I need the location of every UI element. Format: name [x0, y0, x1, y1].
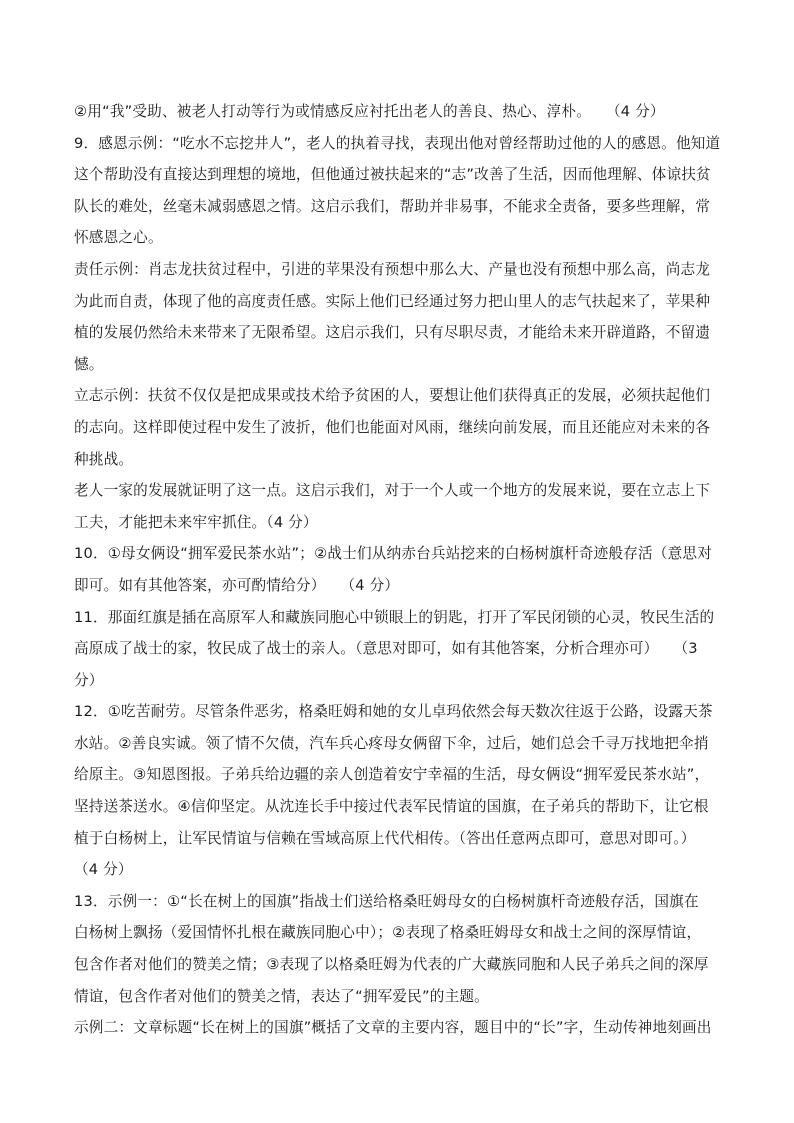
text-line: 憾。: [74, 355, 104, 373]
text-line: 即可。如有其他答案，亦可酌情给分） （4 分）: [74, 576, 400, 594]
text-line: 分）: [74, 671, 104, 689]
text-line: 高原成了战士的家，牧民成了战士的亲人。（意思对即可，如有其他答案，分析合理亦可） （3: [74, 640, 698, 658]
text-line: 这个帮助没有直接达到理想的境地，但他通过被扶起来的“志”改善了生活，因而他理解、体谅扶贫: [74, 166, 711, 184]
text-line: 水站。②善良实诚。领了情不欠债，汽车兵心疼母女俩留下伞，过后，她们总会千寻万找地把伞捎: [74, 734, 709, 752]
text-line: 立志示例：扶贫不仅仅是把成果或技术给予贫困的人，要想让他们获得真正的发展，必须扶起他们: [74, 387, 711, 405]
text-line: 植于白杨树上，让军民情谊与信赖在雪域高原上代代相传。（答出任意两点即可，意思对即可。）: [74, 829, 696, 847]
text-line: 老人一家的发展就证明了这一点。这启示我们，对于一个人或一个地方的发展来说，要在立志上下: [74, 482, 711, 500]
text-line: 种挑战。: [74, 450, 134, 468]
text-line: （4 分）: [74, 861, 133, 879]
text-line: 白杨树上飘扬（爱国情怀扎根在藏族同胞心中）；②表现了格桑旺姆母女和战士之间的深厚情谊，: [74, 924, 702, 942]
text-line: 植的发展仍然给未来带来了无限希望。这启示我们，只有尽职尽责，才能给未来开辟道路，不留遗: [74, 324, 711, 342]
text-line: 给原主。③知恩图报。子弟兵给边疆的亲人创造着安宁幸福的生活，母女俩设“拥军爱民茶水站”，: [74, 766, 710, 784]
text-line: 示例二：文章标题“长在树上的国旗”概括了文章的主要内容，题目中的“长”字，生动传神地刻画出: [74, 1019, 712, 1037]
text-line: 怀感恩之心。: [74, 229, 163, 247]
text-line: 11．那面红旗是插在高原军人和藏族同胞心中锁眼上的钥匙，打开了军民闭锁的心灵，牧民生活的: [74, 608, 715, 626]
text-line: 13．示例一：①“长在树上的国旗”指战士们送给格桑旺姆母女的白杨树旗杆奇迹般存活，国旗在: [74, 892, 699, 910]
text-line: 情谊，包含作者对他们的赞美之情，表达了“拥军爱民”的主题。: [74, 987, 489, 1005]
text-line: 坚持送茶送水。④信仰坚定。从沈连长手中接过代表军民情谊的国旗，在子弟兵的帮助下，让它根: [74, 798, 709, 816]
text-line: 9．感恩示例：“吃水不忘挖井人”，老人的执着寻找，表现出他对曾经帮助过他的人的感恩。他知道: [74, 134, 721, 152]
text-line: 责任示例：肖志龙扶贫过程中，引进的苹果没有预想中那么大、产量也没有预想中那么高，尚志龙: [74, 260, 711, 278]
text-line: 工夫，才能把未来牢牢抓住。（4 分）: [74, 513, 318, 531]
text-line: 10．①母女俩设“拥军爱民茶水站”；②战士们从纳赤台兵站挖来的白杨树旗杆奇迹般存活（意思对: [74, 545, 713, 563]
text-line: 包含作者对他们的赞美之情；③表现了以格桑旺姆为代表的广大藏族同胞和人民子弟兵之间的深厚: [74, 956, 709, 974]
text-line: 的志向。这样即使过程中发生了波折，他们也能面对风雨，继续向前发展，而且还能应对未来的各: [74, 418, 711, 436]
text-line: ②用“我”受助、被老人打动等行为或情感反应衬托出老人的善良、热心、淳朴。 （4 分）: [74, 103, 665, 120]
text-line: 12．①吃苦耐劳。尽管条件恶劣，格桑旺姆和她的女儿卓玛依然会每天数次往返于公路，设露天茶: [74, 703, 713, 721]
text-line: 队长的难处，丝毫未减弱感恩之情。这启示我们，帮助并非易事，不能求全责备，要多些理解，常: [74, 197, 711, 215]
answer-document: [74, 96, 721, 1044]
text-line: 为此而自责，体现了他的高度责任感。实际上他们已经通过努力把山里人的志气扶起来了，苹果种: [74, 292, 711, 310]
